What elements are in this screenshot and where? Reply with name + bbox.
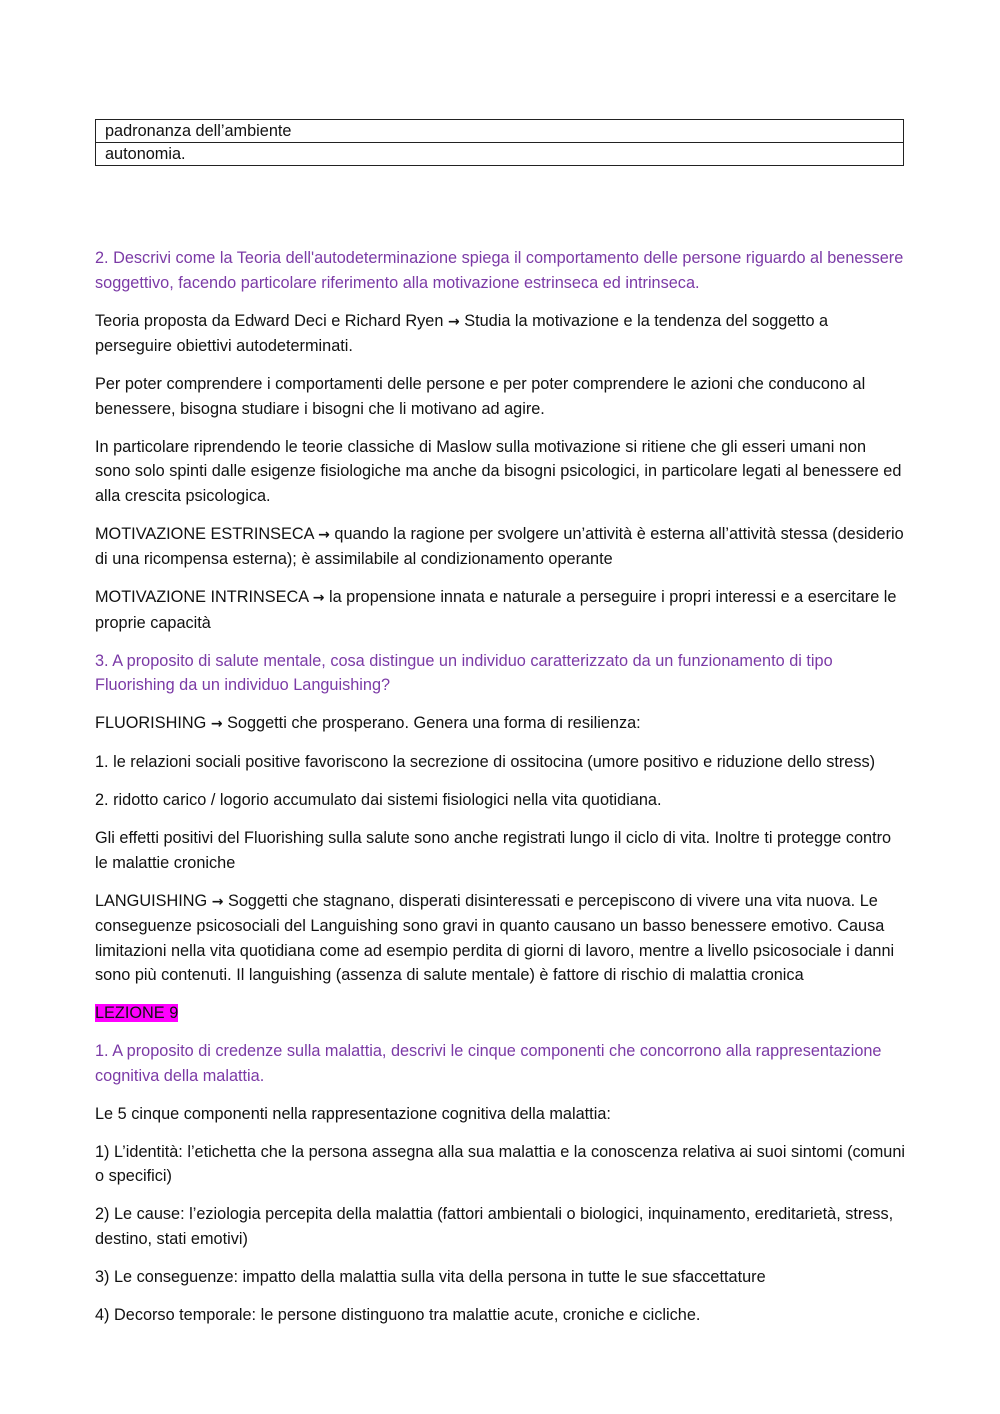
table-row [96, 120, 904, 143]
arrow-right-icon: → [447, 313, 460, 330]
list-item: 1) L’identità: l’etichetta che la persona assegna alla sua malattia e la conoscenza relativa ai suoi sintomi (comuni o specifici) [95, 1142, 905, 1185]
paragraph-text: Studia la motivazione e la tendenza del soggetto a perseguire obiettivi autodeterminati. [95, 311, 829, 355]
paragraph-languishing [95, 889, 905, 988]
arrow-right-icon: → [211, 893, 224, 910]
term-label: FLUORISHING [95, 714, 207, 732]
term-label: MOTIVAZIONE ESTRINSECA [95, 524, 319, 543]
list-item: 1. le relazioni sociali positive favoriscono la secrezione di ossitocina (umore positivo e riduzione dello stress) [95, 753, 876, 771]
list-item: 4) Decorso temporale: le persone distinguono tra malattie acute, croniche e cicliche. [95, 1305, 701, 1324]
arrow-right-icon: → [210, 716, 223, 732]
paragraph-motivazione-intrinseca [95, 585, 905, 635]
list-item: 2) Le cause: l’eziologia percepita della malattia (fattori ambientali o biologici, inquinamento, ereditarietà, stress, destino, stati emotivi) [95, 1205, 894, 1248]
question-3: 3. A proposito di salute mentale, cosa distingue un individuo caratterizzato da un funzionamento di tipo Fluorishing da un individuo Languishing? [95, 651, 833, 694]
paragraph-teoria [95, 309, 905, 359]
lesson-heading [95, 1001, 905, 1026]
paragraph-comprendere: Per poter comprendere i comportamenti delle persone e per poter comprendere le azioni che conducono al benessere, bisogna studiare i bisogni che li motivano ad agire. [95, 375, 866, 418]
paragraph-text: Soggetti che prosperano. Genera una forma di resilienza: [222, 714, 641, 732]
term-label: LANGUISHING [95, 891, 208, 910]
table-cell: autonomia. [96, 143, 904, 166]
document-page [95, 119, 905, 1341]
paragraph-text: la propensione innata e naturale a perseguire i propri interessi e a esercitare le proprie capacità [95, 588, 897, 632]
list-item: 2. ridotto carico / logorio accumulato dai sistemi fisiologici nella vita quotidiana. [95, 791, 662, 809]
question-2: 2. Descrivi come la Teoria dell'autodeterminazione spiega il comportamento delle persone riguardo al benessere soggettivo, facendo particolare riferimento alla motivazione estrinseca ed intrinseca. [95, 249, 904, 292]
paragraph-text: Soggetti che stagnano, disperati disinteressati e percepiscono di vivere una vita nuova. Le conseguenze psicosociali del Languishing sono gravi in quanto causano un basso benessere emotivo. Causa limitazioni nella vita quotidiana come ad esempio perdita di giorni di lavoro, mentre a livello psicosociale i danni sono più contenuti. Il languishing (assenza di salute mentale) è fattore di rischio di malattia cronica [95, 891, 895, 984]
paragraph-text: Teoria proposta da Edward Deci e Richard Ryen [95, 311, 444, 330]
paragraph-effetti: Gli effetti positivi del Fluorishing sulla salute sono anche registrati lungo il ciclo di vita. Inoltre ti protegge contro le malattie croniche [95, 829, 892, 872]
arrow-right-icon: → [312, 590, 325, 606]
paragraph-text: quando la ragione per svolgere un’attività è esterna all’attività stessa (desiderio di una ricompensa esterna); è assimilabile al condizionamento operante [95, 524, 904, 568]
paragraph-fluorishing [95, 711, 905, 737]
paragraph-cinque-componenti: Le 5 cinque componenti nella rappresentazione cognitiva della malattia: [95, 1104, 611, 1123]
paragraph-motivazione-estrinseca [95, 522, 905, 572]
table-row [96, 143, 904, 166]
arrow-right-icon: → [318, 526, 330, 543]
question-1-lezione-9: 1. A proposito di credenze sulla malattia, descrivi le cinque componenti che concorrono alla rappresentazione cognitiva della malattia. [95, 1042, 882, 1085]
term-label: MOTIVAZIONE INTRINSECA [95, 588, 309, 606]
table-cell: padronanza dell’ambiente [96, 120, 904, 143]
list-item: 3) Le conseguenze: impatto della malattia sulla vita della persona in tutte le sue sfaccettature [95, 1267, 766, 1286]
highlighted-lesson-label: LEZIONE 9 [95, 1004, 179, 1022]
paragraph-maslow: In particolare riprendendo le teorie classiche di Maslow sulla motivazione si ritiene che gli esseri umani non sono solo spinti dalle esigenze fisiologiche ma anche da bisogni psicologici, in particolare legati al benessere ed alla crescita psicologica. [95, 437, 902, 505]
summary-table [95, 119, 904, 166]
